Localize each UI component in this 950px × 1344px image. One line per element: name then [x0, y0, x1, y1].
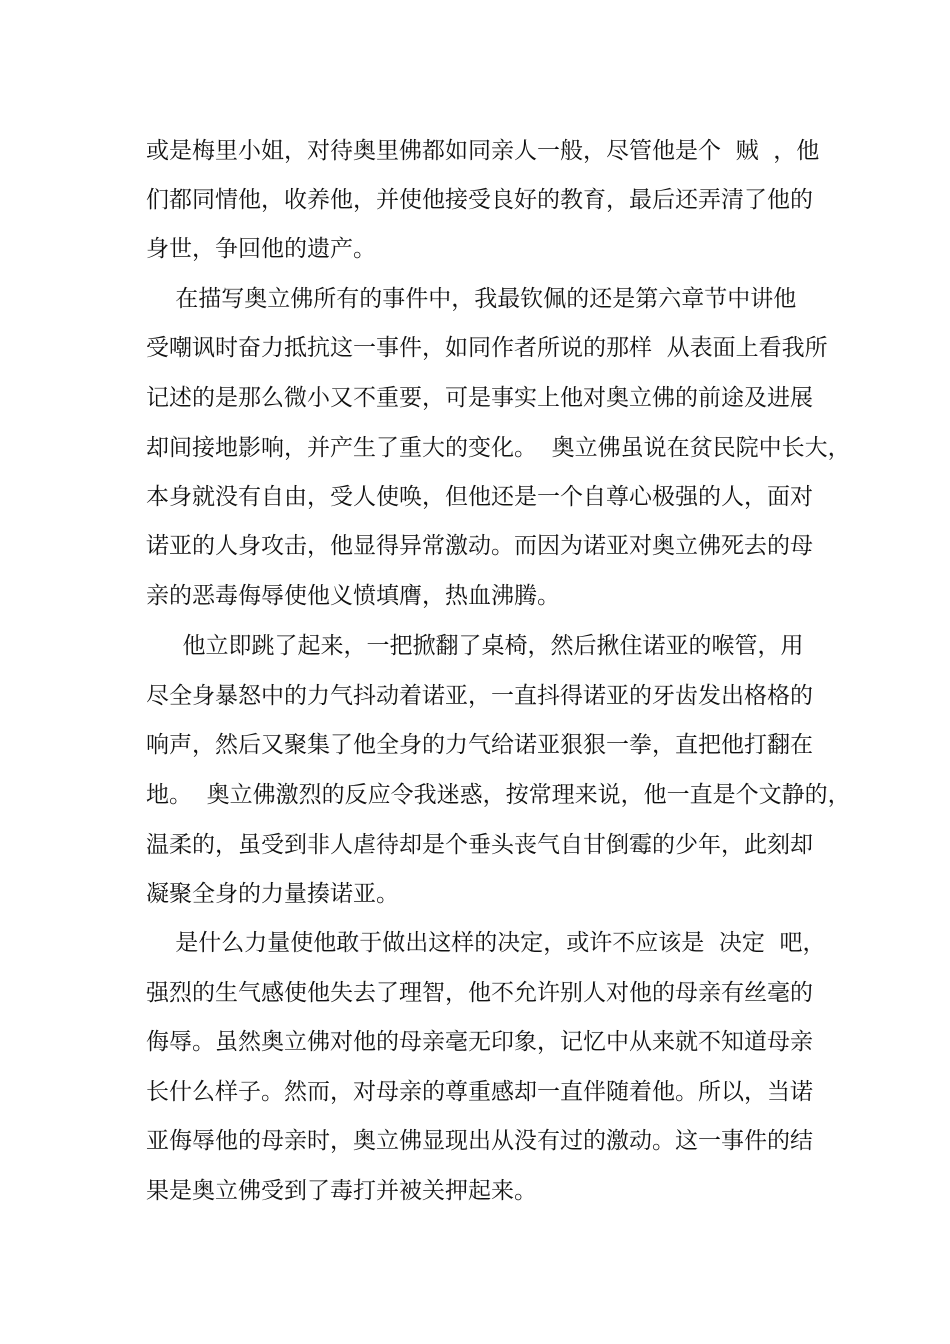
text-line-22: 果是奥立佛受到了毒打并被关押起来。: [146, 1178, 537, 1204]
text-line-16: 凝聚全身的力量揍诺亚。: [146, 881, 399, 907]
text-line-13: 响声，然后又聚集了他全身的力气给诺亚狠狠一拳，直把他打翻在: [146, 732, 813, 758]
text-line-1: 或是梅里小姐，对待奥里佛都如同亲人一般，尽管他是个 贼 ，他: [146, 138, 820, 164]
text-line-15: 温柔的，虽受到非人虐待却是个垂头丧气自甘倒霉的少年，此刻却: [146, 832, 813, 858]
text-line-5: 受嘲讽时奋力抵抗这一事件，如同作者所说的那样 从表面上看我所: [146, 335, 828, 361]
text-line-17: 是什么力量使他敢于做出这样的决定，或许不应该是 决定 吧，: [146, 930, 826, 956]
text-line-12: 尽全身暴怒中的力气抖动着诺亚，一直抖得诺亚的牙齿发出格格的: [146, 683, 813, 709]
text-line-14: 地。 奥立佛激烈的反应令我迷惑，按常理来说，他一直是个文静的，: [146, 782, 851, 808]
text-line-6: 记述的是那么微小又不重要，可是事实上他对奥立佛的前途及进展: [146, 385, 813, 411]
text-line-19: 侮辱。虽然奥立佛对他的母亲毫无印象，记忆中从来就不知道母亲: [146, 1029, 813, 1055]
text-line-11: 他立即跳了起来，一把掀翻了桌椅，然后揪住诺亚的喉管，用: [146, 633, 804, 659]
text-line-9: 诺亚的人身攻击，他显得异常激动。而因为诺亚对奥立佛死去的母: [146, 533, 813, 559]
text-line-3: 身世，争回他的遗产。: [146, 236, 376, 262]
text-line-4: 在描写奥立佛所有的事件中，我最钦佩的还是第六章节中讲他: [146, 286, 797, 312]
text-line-18: 强烈的生气感使他失去了理智，他不允许别人对他的母亲有丝毫的: [146, 980, 813, 1006]
text-line-2: 们都同情他，收养他，并使他接受良好的教育，最后还弄清了他的: [146, 187, 813, 213]
text-line-7: 却间接地影响，并产生了重大的变化。 奥立佛虽说在贫民院中长大，: [146, 435, 851, 461]
text-line-10: 亲的恶毒侮辱使他义愤填膺，热血沸腾。: [146, 583, 560, 609]
text-line-20: 长什么样子。然而，对母亲的尊重感却一直伴随着他。所以，当诺: [146, 1079, 813, 1105]
text-line-21: 亚侮辱他的母亲时，奥立佛显现出从没有过的激动。这一事件的结: [146, 1128, 813, 1154]
text-line-8: 本身就没有自由，受人使唤，但他还是一个自尊心极强的人，面对: [146, 484, 813, 510]
